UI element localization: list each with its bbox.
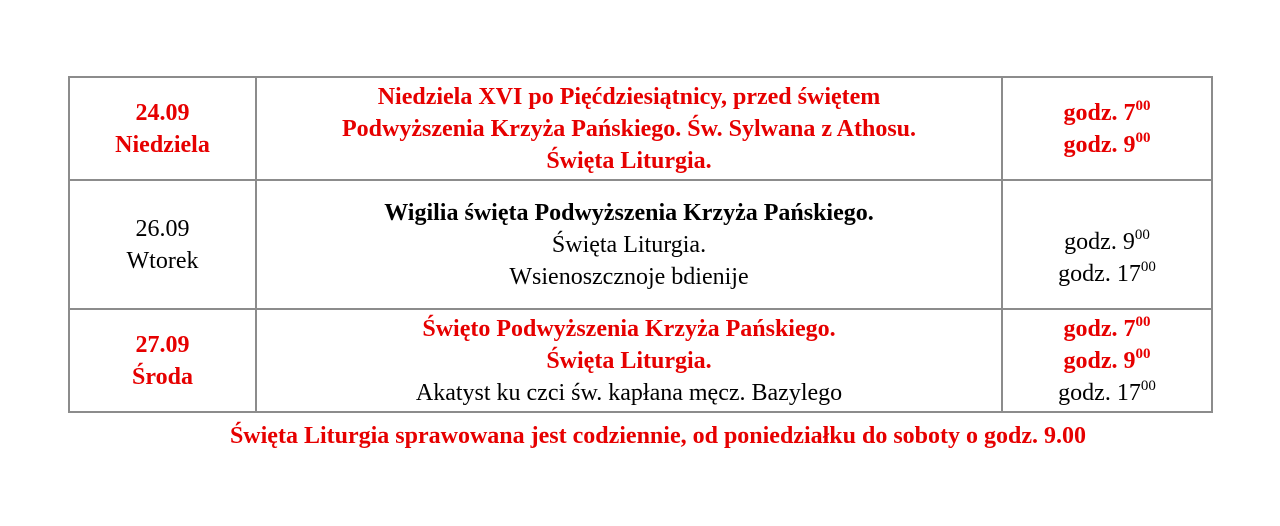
date-cell xyxy=(69,309,256,412)
description-line: Wigilia święta Podwyższenia Krzyża Pańskiego. xyxy=(384,199,874,226)
weekday: Niedziela xyxy=(115,131,210,158)
table-row xyxy=(69,77,1212,180)
description-line: Święta Liturgia. xyxy=(546,147,712,174)
table-row xyxy=(69,180,1212,309)
description-cell xyxy=(256,180,1002,309)
description-line: Święta Liturgia. xyxy=(546,347,712,374)
description-line: Święto Podwyższenia Krzyża Pańskiego. xyxy=(422,315,836,342)
date: 27.09 xyxy=(135,331,190,358)
description-line: Wsienoszcznoje bdienije xyxy=(509,263,749,290)
description-line: Akatyst ku czci św. kapłana męcz. Bazylego xyxy=(415,379,843,406)
table-row xyxy=(69,309,1212,412)
date-cell xyxy=(69,180,256,309)
service-time: godz. $7^{00}$ xyxy=(1063,313,1151,342)
date-cell xyxy=(69,77,256,180)
service-time: godz. $9^{00}$ xyxy=(1063,129,1151,158)
date: 26.09 xyxy=(135,215,190,242)
description-line: Święta Liturgia. xyxy=(551,231,707,258)
footer-note: Święta Liturgia sprawowana jest codziennie, od poniedziałku do soboty o godz. 9.00 xyxy=(229,423,1087,449)
time-cell xyxy=(1002,77,1212,180)
weekday: Wtorek xyxy=(126,247,199,274)
description-line: Podwyższenia Krzyża Pańskiego. Św. Sylwana z Athosu. xyxy=(341,115,917,142)
service-time: godz. $17^{00}$ xyxy=(1058,377,1156,406)
time-cell xyxy=(1002,309,1212,412)
description-line: Niedziela XVI po Pięćdziesiątnicy, przed świętem xyxy=(377,83,881,110)
service-time: godz. $9^{00}$ xyxy=(1063,345,1151,374)
service-time: godz. $9^{00}$ xyxy=(1064,226,1150,255)
time-cell xyxy=(1002,180,1212,309)
weekday: Środa xyxy=(132,363,193,390)
description-cell xyxy=(256,309,1002,412)
service-time: godz. $17^{00}$ xyxy=(1058,258,1156,287)
date: 24.09 xyxy=(135,99,190,126)
service-time: godz. $7^{00}$ xyxy=(1063,97,1151,126)
schedule-table xyxy=(68,76,1213,413)
description-cell xyxy=(256,77,1002,180)
